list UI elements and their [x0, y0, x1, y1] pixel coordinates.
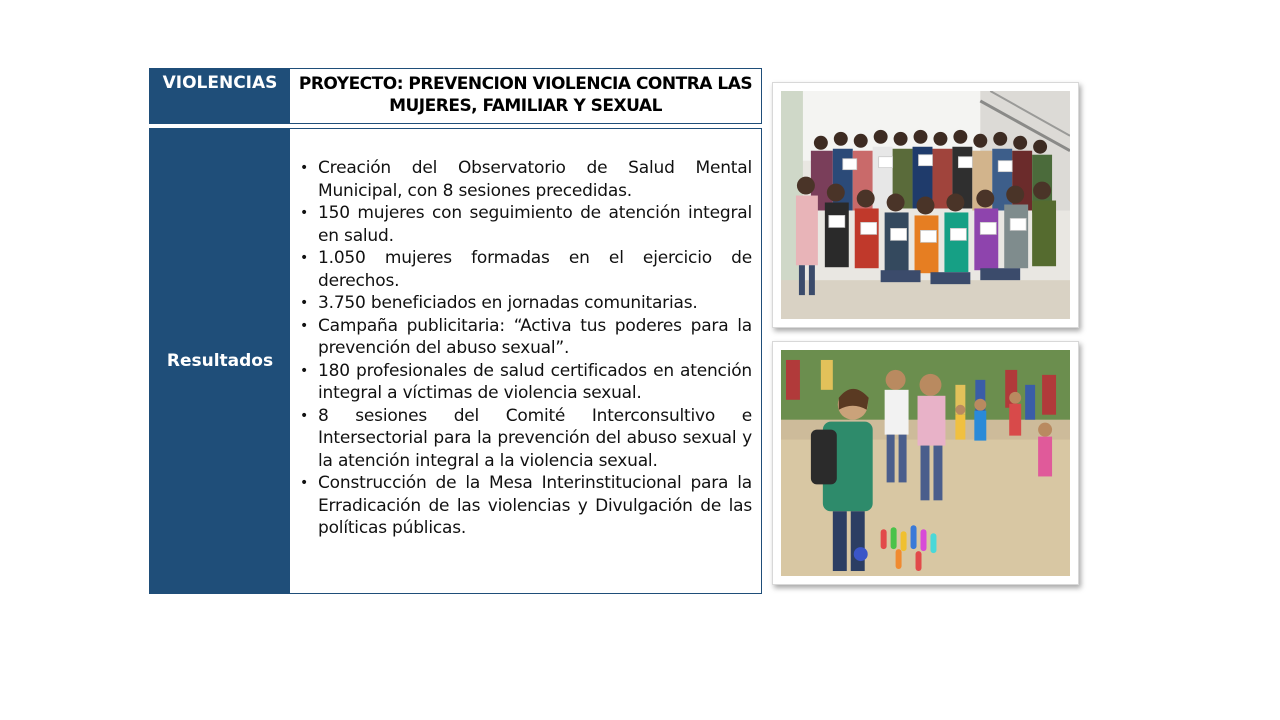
list-item-text: 180 profesionales de salud certificados en atención integral a víctimas de violencia sexual.	[318, 360, 752, 403]
list-item	[298, 157, 752, 202]
project-title: PROYECTO: PREVENCION VIOLENCIA CONTRA LAS MUJERES, FAMILIAR Y SEXUAL	[290, 69, 761, 123]
list-item-text: 1.050 mujeres formadas en el ejercicio de derechos.	[318, 248, 752, 291]
list-item	[298, 202, 752, 247]
list-item-text: 3.750 beneficiados en jornadas comunitarias.	[318, 293, 698, 313]
bullet-icon: •	[300, 407, 309, 424]
list-item	[298, 405, 752, 473]
bullet-icon: •	[300, 475, 309, 491]
list-item	[298, 247, 752, 292]
bullet-icon: •	[300, 160, 309, 176]
list-item	[298, 292, 752, 315]
list-item	[298, 360, 752, 405]
list-item-text: 150 mujeres con seguimiento de atención integral en salud.	[318, 203, 752, 246]
results-label	[150, 129, 290, 593]
list-item-text: Construcción de la Mesa Interinstitucional para la Erradicación de las violencias y Divulgación de las políticas públicas.	[318, 473, 752, 538]
list-item-text: Creación del Observatorio de Salud Mental Municipal, con 8 sesiones precedidas.	[318, 158, 752, 201]
list-item	[298, 472, 752, 540]
list-item	[298, 315, 752, 360]
group-certificates-photo	[772, 82, 1079, 328]
bullet-icon: •	[300, 250, 309, 266]
category-label: VIOLENCIAS	[150, 69, 290, 123]
table-body-row	[149, 128, 762, 594]
results-label-text: Resultados	[166, 351, 274, 371]
bullet-icon: •	[300, 362, 309, 379]
table-header-row	[149, 68, 762, 124]
community-activity-photo	[772, 341, 1079, 585]
bullet-icon: •	[300, 205, 309, 221]
results-list	[298, 157, 752, 540]
list-item-text: 8 sesiones del Comité Interconsultivo e Intersectorial para la prevención del abuso sexual y la atención integral a la violencia sexual.	[318, 405, 752, 471]
results-content	[290, 129, 761, 593]
bullet-icon: •	[300, 295, 309, 311]
list-item-text: Campaña publicitaria: “Activa tus poderes para la prevención del abuso sexual”.	[318, 315, 752, 358]
group-photo-image	[781, 91, 1070, 319]
community-photo-image	[781, 350, 1070, 576]
bullet-icon: •	[300, 317, 309, 334]
